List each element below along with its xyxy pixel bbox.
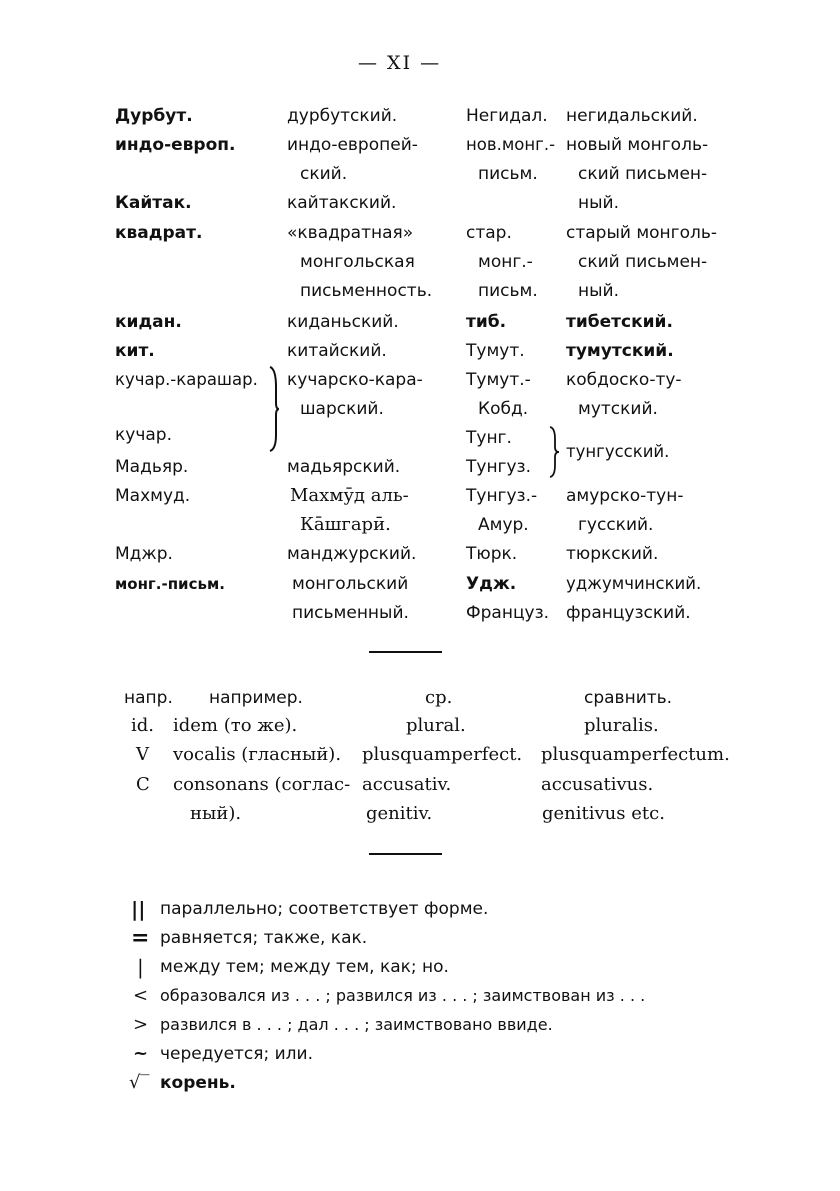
abbr-tunguz-amur-1: Тунгуз.-: [466, 486, 538, 506]
full-napr: например.: [209, 688, 303, 708]
full-sr: сравнить.: [584, 688, 673, 708]
abbr-c: C: [136, 774, 150, 795]
full-kit: китайский.: [287, 341, 387, 361]
full-tunguz-amur-1: амурско-тун-: [566, 486, 684, 506]
full-kaitak: кайтакский.: [287, 193, 397, 213]
abbr-tumut: Тумут.: [466, 341, 525, 361]
full-negidal: негидальский.: [566, 106, 698, 126]
abbr-durbut: Дурбут.: [115, 106, 193, 126]
abbr-acc: accusativ.: [362, 774, 452, 795]
abbr-madyar: Мадьяр.: [115, 457, 189, 477]
abbr-kuchar: кучар.: [115, 425, 172, 445]
abbr-gen: genitiv.: [366, 803, 433, 824]
greater-than-text: развился в . . . ; дал . . . ; заимствовано ввиде.: [160, 1015, 553, 1034]
full-indo-2: ский.: [300, 164, 348, 184]
equals-text: равняется; также, как.: [160, 928, 368, 948]
full-kvadrat-1: «квадратная»: [287, 223, 414, 243]
bar-symbol: |: [137, 955, 144, 979]
full-c-1: consonans (соглас-: [173, 774, 351, 795]
full-udzh: уджумчинский.: [566, 574, 702, 593]
brace-tung: [547, 425, 561, 479]
full-tumut-kobd-2: мутский.: [578, 399, 658, 419]
root-symbol: √‾: [129, 1072, 150, 1093]
abbr-tib: тиб.: [466, 312, 507, 332]
less-than-symbol: <: [133, 985, 149, 1006]
full-v: vocalis (гласный).: [173, 744, 342, 765]
abbr-tumut-kobd-1: Тумут.-: [466, 370, 531, 390]
full-star-2: ский письмен-: [578, 252, 708, 272]
full-gen: genitivus etc.: [542, 803, 665, 824]
abbr-indo: индо-европ.: [115, 135, 236, 155]
full-acc: accusativus.: [541, 774, 654, 795]
abbr-sr: ср.: [425, 687, 453, 708]
abbr-kuchar-karashar: кучар.-карашар.: [115, 370, 258, 389]
full-tung: тунгусский.: [566, 442, 670, 461]
full-tumut-kobd-1: кобдоско-ту-: [566, 370, 682, 390]
abbr-v: V: [136, 744, 149, 765]
abbr-tyurk: Тюрк.: [466, 544, 518, 564]
abbr-id: id.: [131, 715, 155, 736]
full-kuchar-karashar-2: шарский.: [300, 399, 384, 419]
greater-than-symbol: >: [133, 1014, 149, 1035]
full-kvadrat-2: монгольская: [300, 252, 415, 272]
full-nov-mong-2: ский письмен-: [578, 164, 708, 184]
full-kidan: киданьский.: [287, 312, 399, 332]
full-nov-mong-1: новый монголь-: [566, 135, 709, 155]
tilde-symbol: ~: [133, 1043, 149, 1064]
abbr-kidan: кидан.: [115, 312, 182, 332]
full-mong-pism-2: письменный.: [292, 603, 409, 623]
abbr-kaitak: Кайтак.: [115, 193, 192, 213]
parallel-text: параллельно; соответствует форме.: [160, 899, 489, 919]
abbr-tumut-kobd-2: Кобд.: [478, 399, 529, 419]
brace-kuchar: [266, 365, 280, 453]
abbr-plural: plural.: [406, 715, 466, 736]
less-than-text: образовался из . . . ; развился из . . . ; заимствован из . . .: [160, 986, 646, 1005]
full-mahmud-1: Махмӯд аль-: [290, 485, 409, 506]
abbr-tung-1: Тунг.: [466, 428, 512, 448]
full-mdzhr: манджурский.: [287, 544, 417, 564]
abbr-mahmud: Махмуд.: [115, 486, 191, 506]
full-id: idem (то же).: [173, 715, 298, 736]
abbr-star-2: монг.-: [478, 252, 533, 272]
abbr-mong-pism: монг.-письм.: [115, 575, 225, 593]
abbr-nov-mong-1: нов.монг.-: [466, 135, 556, 154]
root-text: корень.: [160, 1073, 236, 1093]
abbr-tunguz-amur-2: Амур.: [478, 515, 529, 535]
abbr-plusq: plusquamperfect.: [362, 744, 523, 765]
full-plusq: plusquamperfectum.: [541, 744, 730, 765]
page-number: — XI —: [358, 52, 442, 74]
full-mong-pism-1: монгольский: [292, 574, 409, 594]
abbr-negidal: Негидал.: [466, 106, 548, 126]
full-mahmud-2: Кāшгарӣ.: [300, 514, 391, 535]
abbr-mdzhr: Мджр.: [115, 544, 173, 564]
full-tib: тибетский.: [566, 312, 673, 332]
full-tyurk: тюркский.: [566, 544, 659, 564]
full-kuchar-karashar-1: кучарско-кара-: [287, 370, 423, 390]
full-franc: французский.: [566, 603, 691, 623]
abbr-star-1: стар.: [466, 223, 512, 243]
full-plural: pluralis.: [584, 715, 659, 736]
full-durbut: дурбутский.: [287, 106, 398, 126]
abbr-napr: напр.: [124, 688, 173, 708]
full-tumut: тумутский.: [566, 341, 674, 361]
full-c-2: ный).: [190, 803, 242, 824]
abbr-franc: Француз.: [466, 603, 550, 623]
full-kvadrat-3: письменность.: [300, 281, 433, 301]
abbr-udzh: Удж.: [466, 574, 517, 594]
full-star-1: старый монголь-: [566, 223, 718, 243]
abbr-kit: кит.: [115, 341, 155, 361]
abbr-star-3: письм.: [478, 281, 538, 301]
divider-2: [369, 853, 442, 855]
abbr-kvadrat: квадрат.: [115, 223, 203, 243]
full-tunguz-amur-2: гусский.: [578, 515, 654, 535]
full-indo-1: индо-европей-: [287, 135, 418, 155]
parallel-symbol: ||: [131, 897, 146, 921]
full-nov-mong-3: ный.: [578, 193, 619, 213]
bar-text: между тем; между тем, как; но.: [160, 957, 449, 977]
full-star-3: ный.: [578, 281, 619, 301]
abbr-tung-2: Тунгуз.: [466, 457, 531, 477]
tilde-text: чередуется; или.: [160, 1044, 313, 1064]
divider-1: [369, 651, 442, 653]
equals-symbol: =: [131, 925, 150, 951]
abbr-nov-mong-2: письм.: [478, 164, 538, 184]
full-madyar: мадьярский.: [287, 457, 401, 477]
